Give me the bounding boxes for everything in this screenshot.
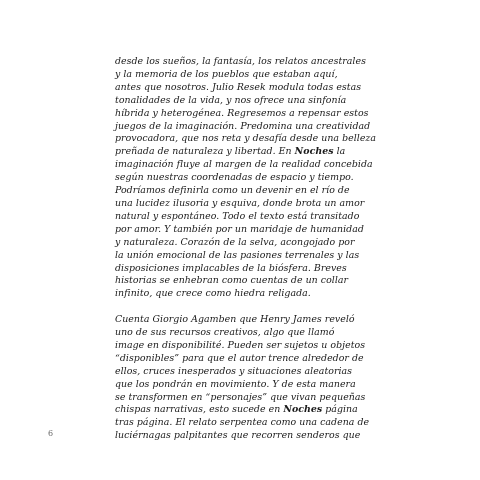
text-line: image en disponibilité. Pueden ser sujetos u objetos (115, 339, 366, 351)
text-line: que los pondrán en movimiento. Y de esta manera (115, 378, 356, 390)
text-line: luciérnagas palpitantes que recorren senderos que (115, 430, 361, 442)
text-line: según nuestras coordenadas de espacio y tiempo. (115, 172, 354, 184)
text-line: y la memoria de los pueblos que estaban aquí, (115, 68, 338, 80)
text-line: provocadora, que nos reta y desafía desde una belleza (115, 133, 377, 145)
text-line: tonalidades de la vida, y nos ofrece una sinfonía (115, 94, 347, 106)
text-line: chispas narrativas, esto sucede en Noches página (115, 404, 358, 416)
text-line: se transformen en “personajes” que vivan pequeñas (115, 391, 366, 403)
text-line: “disponibles” para que el autor trence alrededor de (115, 352, 364, 364)
body-text (115, 56, 385, 443)
text-line: Podríamos definirla como un devenir en el río de (115, 185, 350, 197)
text-line: uno de sus recursos creativos, algo que llamó (115, 327, 335, 339)
text-line: una lucidez ilusoria y esquiva, donde brota un amor (115, 197, 365, 209)
page-number: 6 (48, 429, 54, 438)
text-line: historias se enhebran como cuentas de un collar (115, 275, 349, 287)
text-line: por amor. Y también por un maridaje de humanidad (115, 223, 364, 235)
text-line: preñada de naturaleza y libertad. En Noches la (115, 146, 346, 158)
text-line: juegos de la imaginación. Predomina una creatividad (115, 120, 371, 132)
text-line: la unión emocional de las pasiones terrenales y las (115, 249, 360, 261)
text-line: natural y espontáneo. Todo el texto está transitado (115, 210, 360, 222)
text-line: híbrida y heterogénea. Regresemos a repensar estos (115, 107, 369, 119)
paragraph-2 (115, 314, 385, 443)
text-line: antes que nosotros. Julio Resek modula todas estas (115, 81, 362, 93)
text-line: Cuenta Giorgio Agamben que Henry James reveló (115, 314, 355, 326)
paragraph-1 (115, 56, 385, 301)
text-line: ellos, cruces inesperados y situaciones aleatorias (115, 365, 353, 377)
text-line: infinito, que crece como hiedra religada. (115, 288, 311, 300)
text-line: desde los sueños, la fantasía, los relatos ancestrales (115, 56, 366, 67)
text-line: y naturaleza. Corazón de la selva, acongojado por (115, 236, 355, 248)
text-line: imaginación fluye al margen de la realidad concebida (115, 159, 373, 171)
text-line: disposiciones implacables de la biósfera. Breves (115, 262, 347, 274)
text-line: tras página. El relato serpentea como una cadena de (115, 417, 370, 429)
